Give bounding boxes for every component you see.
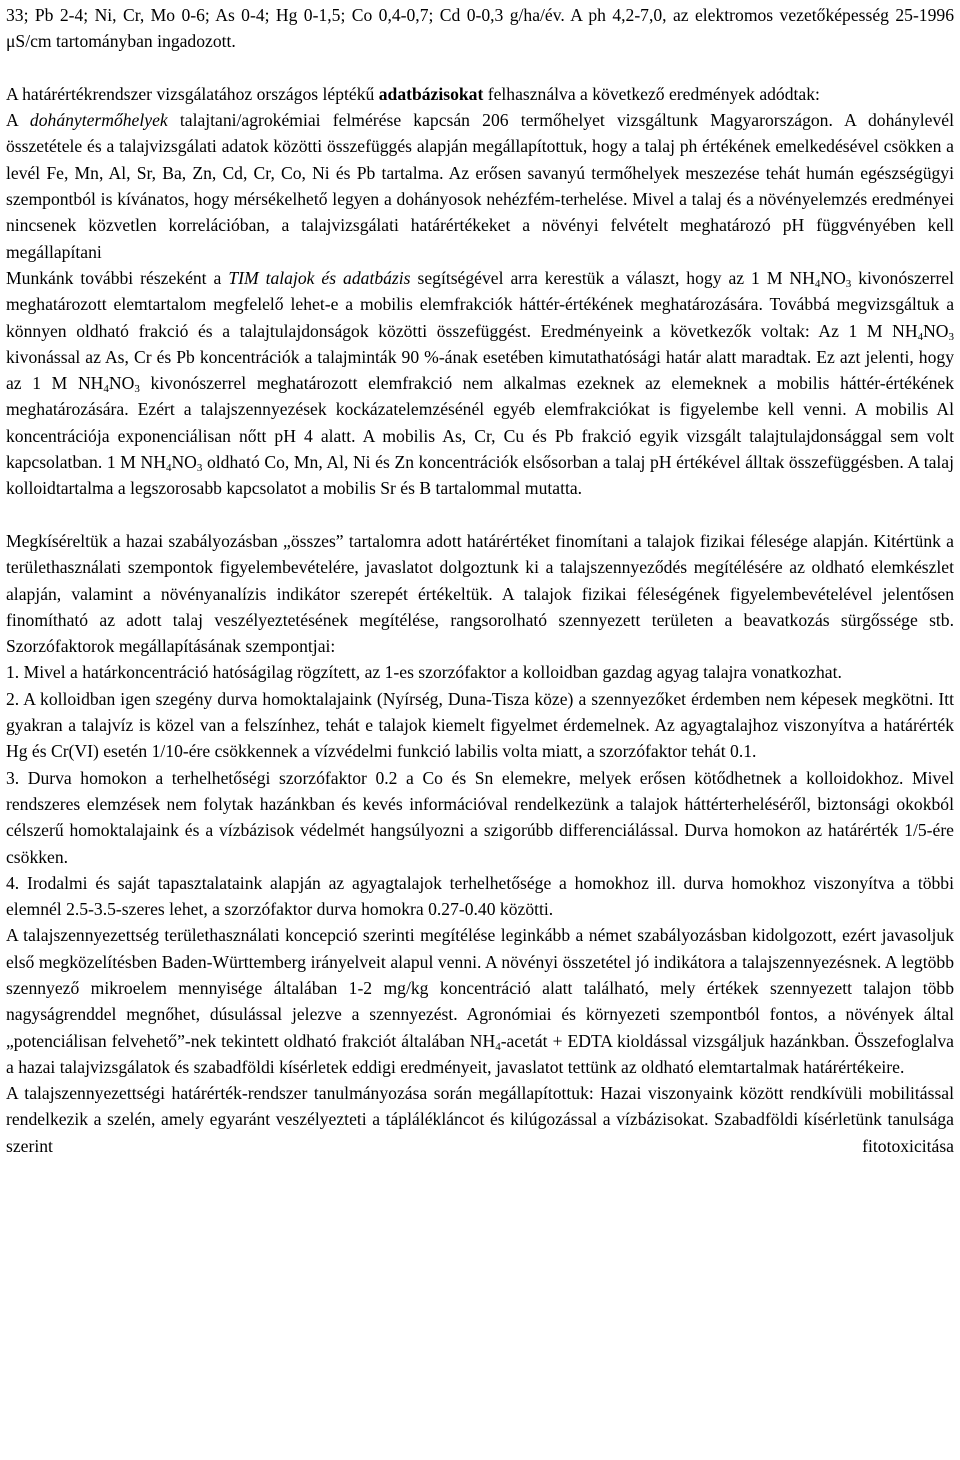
text: kivonószerrel meghatározott elemfrakció nem alkalmas ezeknek az elemeknek a mobilis háttér-értékének meghatározására. Ezért a talajszennyezések kockázatelemzésénél egyéb elemfrakciókat is figyelembe kell venni. A mobilis Al koncentrációja exponenciálisan nőtt pH 4 alatt. A mobilis As, Cr, Cu és Pb frakció egyik vizsgált talajtulajdonsággal sem volt kapcsolatban. 1 M NH [6,373,954,473]
text: NO [171,452,197,473]
subscript: 3 [948,330,954,343]
text: 2. A kolloidban igen szegény durva homoktalajaink (Nyírség, Duna-Tisza köze) a szennyezőket érdemben nem képesek megkötni. Itt gyakran a talajvíz is közel van a felszínhez, tehát e talajok kiemelt figyelmet érdemelnek. Az agyagtalajhoz viszonyítva a határérték Hg és Cr(VI) esetén 1/10-ére csökkennek a vízvédelmi funkció labilis volta miatt, a szorzófaktor tehát 0.1. [6,688,954,762]
text: oldható Co, Mn, Al, Ni és Zn koncentrációk elsősorban a talaj pH értékével álltak összefüggésben. A talaj kolloidtartalma a legszorosabb kapcsolatot a mobilis Sr és B tartalommal mutatta. [6,452,954,499]
list-item-factor-1 [6,659,954,685]
text: NO [820,267,846,288]
subscript: 4 [103,383,109,396]
subscript: 4 [814,277,821,290]
paragraph-tobacco-sites [6,107,954,265]
text: Munkánk további részeként a [6,267,229,288]
text: A talajszennyezettségi határérték-rendszer tanulmányozása során megállapítottuk: Hazai viszonyaink között rendkívüli mobilitással rendelkezik a szelén, amely egyaránt veszélyezteti a táplálékláncot és kilúgozással a vízbázisokat. Szabadföldi kísérletünk tanulsága szerint fitotoxicitása [6,1083,954,1156]
spacer [6,502,954,528]
paragraph-land-use-concept [6,922,954,1080]
spacer [6,55,954,81]
list-item-factor-2 [6,686,954,765]
subscript: 3 [845,277,852,290]
text: 1. Mivel a határkoncentráció hatóságilag rögzített, az 1-es szorzófaktor a kolloidban gazdag agyag talajra vonatkozhat. [6,662,842,683]
paragraph-selenium [6,1080,954,1159]
subscript: 4 [495,1040,501,1053]
paragraph-regulation-refinement [6,528,954,659]
text: A [6,110,30,131]
text: kivonással az As, Cr és Pb koncentrációk a talajminták 90 %-ának esetében kimutathatósági határ alatt maradtak. Ez azt jelenti, hogy az 1 M NH [6,346,954,394]
text: segítségével arra kerestük a választ, hogy az 1 M NH [410,267,815,288]
text: NO [923,320,949,341]
paragraph-database-intro [6,81,954,107]
subscript: 4 [917,330,924,343]
text: 33; Pb 2-4; Ni, Cr, Mo 0-6; As 0-4; Hg 0-1,5; Co 0,4-0,7; Cd 0-0,3 g/ha/év. A ph 4,2-7,0, az elektromos vezetőképesség 25-1996 μS/cm tartományban ingadozott. [6,5,954,52]
bold-term: adatbázisokat [378,83,484,104]
text: Megkíséreltük a hazai szabályozásban „összes” tartalomra adott határértéket finomítani a talajok fizikai félesége alapján. Kitértünk a területhasználati szempontok figyelembevételére, javaslatot dolgoztunk ki a talajszennyeződés megítélésére az oldható elemkészlet alapján, valamint a növényanalízis indikátor szerepét értékeltük. A talajok fizikai féleségének figyelembevételével jelentősen finomítható az adott talaj veszélyeztetésének megítélése, rangsorolható szennyezett területen a beavatkozás sürgőssége stb. Szorzófaktorok megállapításának szempontjai: [6,530,954,657]
paragraph-tim-database [6,265,954,502]
text: kivonószerrel meghatározott elemtartalom megfelelő lehet-e a mobilis elemfrakciók háttér-értékének meghatározására. Továbbá megvizsgáltuk a könnyen oldható frakció és a talajtulajdonságok közötti összefüggést. Eredményeink a következők voltak: Az 1 M NH [6,267,955,341]
text: felhasználva a következő eredmények adódtak: [483,83,820,104]
text: A határértékrendszer vizsgálatához országos léptékű [6,83,379,104]
italic-term: TIM talajok és adatbázis [228,267,411,288]
subscript: 3 [134,383,140,396]
italic-term: dohánytermőhelyek [29,110,168,131]
subscript: 3 [196,462,203,475]
subscript: 4 [165,462,172,475]
text: talajtani/agrokémiai felmérése kapcsán 206 termőhelyet vizsgáltunk Magyarországon. A dohánylevél összetétele és a talajvizsgálati adatok közötti összefüggés alapján megállapítottuk, hogy a talaj ph értékének emelkedésével csökken a levél Fe, Mn, Al, Sr, Ba, Zn, Cd, Cr, Co, Ni és Pb tartalma. Az erősen savanyú termőhelyek meszezése tehát humán egészségügyi szempontból is kívánatos, hogy mérsékelhető legyen a dohányosok nehézfém-terhelése. Mivel a talaj és a növényelemzés eredményei nincsenek közvetlen korrelációban, a talajvizsgálati határértékeket a növényi felvételt meghatározó pH függvényében kell megállapítani [6,110,954,262]
text: A talajszennyezettség területhasználati koncepció szerinti megítélése leginkább a német szabályozásban kidolgozott, ezért javasoljuk első megközelítésben Baden-Württemberg irányelveit alapul venni. A növényi összetétel jó indikátora a talajszennyezésnek. A legtöbb szennyező mikroelem mennyisége általában 1-2 mg/kg koncentráció alatt található, mely értékek szennyezett talajon több nagyságrenddel megnőhet, dúsulással jelezve a szennyezést. Agronómiai és környezeti szempontból fontos, a növények által „potenciálisan felvehető”-nek tekintett oldható frakciót általában NH [6,925,954,1051]
text: 3. Durva homokon a terhelhetőségi szorzófaktor 0.2 a Co és Sn elemekre, melyek erősen kötődhetnek a kolloidokhoz. Mivel rendszeres elemzések nem folytak hazánkban és kevés információval rendelkezünk a talajok háttérterheléséről, biztonsági okokból célszerű homoktalajaink és a vízbázisok védelmét hangsúlyozni a szigorúbb differenciálással. Durva homokon az határérték 1/5-ére csökken. [6,767,954,867]
list-item-factor-4 [6,870,954,923]
text: 4. Irodalmi és saját tapasztalataink alapján az agyagtalajok terhelhetősége a homokhoz ill. durva homokhoz viszonyítva a többi elemnél 2.5-3.5-szeres lehet, a szorzófaktor durva homokra 0.27-0.40 közötti. [6,872,954,920]
text: NO [108,373,135,394]
text: -acetát + EDTA kioldással vizsgáljuk hazánkban. Összefoglalva a hazai talajvizsgálatok és szabadföldi kísérletek eddigi eredményeit, javaslatot tettünk az oldható elemtartalmak határértékeire. [6,1030,954,1077]
list-item-factor-3 [6,765,954,870]
paragraph-element-limits [6,2,954,55]
